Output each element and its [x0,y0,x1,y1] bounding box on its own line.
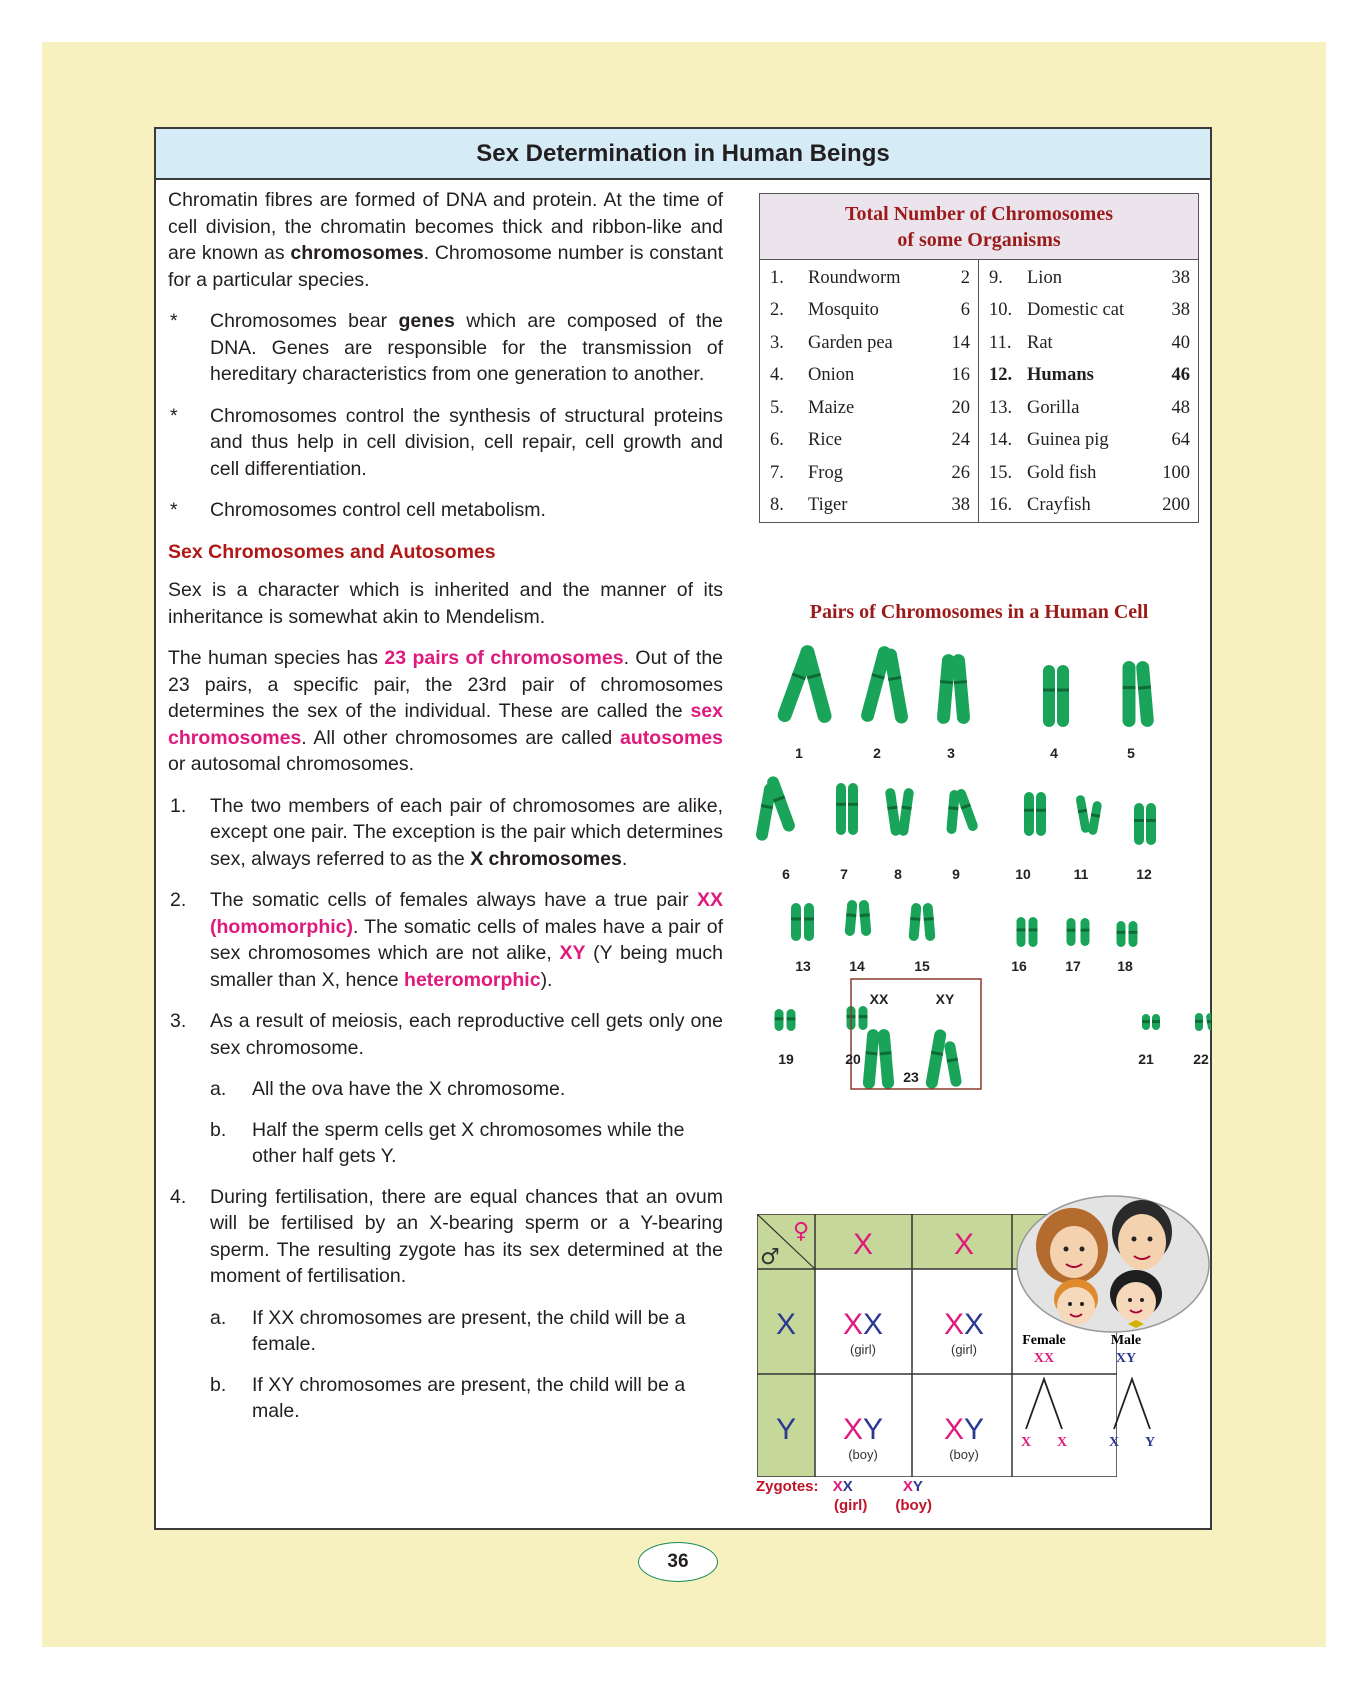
table-row [760,327,978,360]
table-row [979,392,1198,425]
xy-label: XY [935,991,955,1007]
chromosome-shape [1146,803,1156,845]
row-number: 16. [989,495,1013,516]
chromosome-shape [1067,918,1076,946]
row-number: 10. [989,300,1013,321]
chromosome-shape [1017,917,1026,947]
female-symbol-icon: ♀ [792,1219,810,1244]
table-row [979,490,1198,523]
page-number: 36 [638,1542,718,1582]
chromosome-shape [1142,1014,1150,1030]
row-number: 1. [770,267,784,288]
chromosome-shape [799,644,833,725]
section-paragraph-1: Sex is a character which is inherited and the manner of its inheritance is somewhat akin to Mendelism. [168,579,723,628]
gamete-label: X [1056,1435,1068,1450]
chromosome-number-label: 15 [914,958,930,974]
chromosome-shape [898,788,915,837]
zygote-genotype: XY [842,1413,884,1446]
sperm-x: X [775,1308,797,1341]
row-number: 5. [770,397,784,418]
chromosome-number-label: 13 [795,958,811,974]
numbered-item-1: 1. The two members of each pair of chromosomes are alike, except one pair. The exception is the pair which determines sex, always referred to as the X chromosomes. [170,794,723,870]
table-row [979,262,1198,295]
row-number: 2. [770,300,784,321]
chromosome-shape [1195,1013,1203,1031]
organism-name: Frog [808,462,843,483]
ovum-x-1: X [852,1228,874,1261]
bullet-proteins: * Chromosomes control the synthesis of structural proteins and thus help in cell division, cell repair, cell growth and cell differentiation. [170,404,723,480]
male-symbol-icon: ♂ [760,1245,780,1270]
chromosome-number-label: 18 [1117,958,1133,974]
chromosome-shape [944,1040,963,1087]
zygote-genotype: XX [943,1308,985,1341]
table-row [979,295,1198,328]
zygote-label: (boy) [848,1447,878,1462]
organism-name: Gorilla [1027,397,1080,418]
ovum-x-2: X [953,1228,975,1261]
chromosome-shape [1117,921,1126,947]
gamete-label: X [1108,1435,1120,1450]
chromosome-shape [787,1009,796,1031]
zygotes-summary: Zygotes: XX XY (girl) (boy) [756,1478,932,1514]
chromosome-number-label: 22 [1193,1051,1209,1067]
gamete-label: X [1020,1435,1032,1450]
numbered-item-2: 2. The somatic cells of females always have a true pair XX (homomorphic). The somatic cells of males have a pair of sex chromosomes which are not alike, XY (Y being much smaller than X, hence heteromorphic). [170,889,723,991]
chromosome-shape [883,647,909,724]
row-number: 3. [770,332,784,353]
chromosome-number-label: 7 [840,866,848,882]
organism-name: Crayfish [1027,495,1091,516]
chromosome-shape [1057,665,1069,727]
chromosome-number-label: 11 [1073,866,1089,882]
family-illustration [1014,1194,1212,1494]
chromosome-shape [1036,792,1046,836]
chromosome-number-label: 14 [849,958,865,974]
table-column-left [760,260,979,522]
chromosome-shape [862,1029,879,1090]
chromosome-count: 40 [1171,332,1190,353]
table-row [979,360,1198,393]
chromosome-shape [848,783,858,835]
chromosome-number-label: 5 [1127,745,1135,761]
chromosome-number-label: 17 [1065,958,1081,974]
chromosome-count: 26 [951,462,970,483]
chromosome-number-label: 12 [1136,866,1152,882]
table-row [760,425,978,458]
chromosome-number-label: 2 [873,745,881,761]
sub-item-4b: b. If XY chromosomes are present, the child will be a male. [210,1373,686,1422]
chromosome-count: 100 [1162,462,1190,483]
mother-icon [1036,1208,1108,1284]
row-number: 8. [770,495,784,516]
chromosome-shape [1043,665,1055,727]
chromosome-number-label: 10 [1015,866,1031,882]
chromosome-shape [858,900,871,937]
table-row [760,490,978,523]
row-number: 12. [989,365,1013,386]
section-heading: Sex Chromosomes and Autosomes [168,540,496,563]
chromosome-number-label: 1 [795,745,803,761]
zygote-label: (boy) [949,1447,979,1462]
row-number: 7. [770,462,784,483]
male-pair: XY [1115,1351,1137,1366]
text-column [168,187,723,1439]
row-number: 11. [989,332,1012,353]
chromosome-shape [877,1029,894,1090]
chromosome-shape [1029,917,1038,947]
row-number: 13. [989,397,1013,418]
chromosome-shape [955,788,979,833]
chromosome-number-label: 19 [778,1051,794,1067]
chromosome-number-label: 9 [952,866,960,882]
sub-item-3a: a. All the ova have the X chromosome. [210,1078,566,1100]
sub-item-3b: b. Half the sperm cells get X chromosomes while the other half gets Y. [210,1118,685,1167]
organism-name: Rat [1027,332,1053,353]
table-row [979,425,1198,458]
sub-item-4a: a. If XX chromosomes are present, the child will be a female. [210,1306,686,1355]
zygote-genotype: XX [842,1308,884,1341]
chromosome-count: 20 [951,397,970,418]
row-number: 9. [989,267,1003,288]
table-row [760,360,978,393]
chromosome-shape [804,903,814,941]
chromosome-count: 48 [1171,397,1190,418]
zygote-label: (girl) [951,1342,977,1357]
chromosome-shape [1136,661,1155,728]
gamete-label: Y [1144,1435,1156,1450]
zygote-label: (girl) [850,1342,876,1357]
chromosome-shape [859,1006,868,1030]
pair-23-label: 23 [903,1069,919,1085]
chromosome-count: 6 [960,300,970,321]
xx-label: XX [869,991,889,1007]
chromosome-shape [1129,921,1138,947]
chromosome-shape [1123,661,1136,727]
chromosome-shape [1081,918,1090,946]
chromosome-number-label: 3 [947,745,955,761]
chromosome-shape [1075,795,1090,834]
chromosome-number-label: 4 [1050,745,1058,761]
organism-name: Guinea pig [1027,430,1109,451]
chromosome-count: 38 [1171,300,1190,321]
chromosome-count: 64 [1171,430,1190,451]
chromosome-count: 200 [1162,495,1190,516]
chromosome-shape [1024,792,1034,836]
female-pair: XX [1033,1351,1055,1366]
chromosome-number-label: 8 [894,866,902,882]
chromosome-shape [836,783,846,835]
female-label: Female [1022,1333,1066,1348]
zygote-genotype: XY [943,1413,985,1446]
chromosome-shape [1134,803,1144,845]
row-number: 14. [989,430,1013,451]
table-row [760,262,978,295]
chromosome-count: 2 [960,267,970,288]
chromosome-shape [908,903,921,942]
chromosome-count-table [759,193,1199,523]
organism-name: Onion [808,365,855,386]
chromosome-shape [1088,800,1103,835]
row-number: 15. [989,462,1013,483]
chromosome-shape [775,1009,784,1031]
chromosome-count: 46 [1171,365,1190,386]
chromosome-count: 38 [951,495,970,516]
page-title: Sex Determination in Human Beings [156,129,1210,180]
bullet-genes: * Chromosomes bear genes which are composed of the DNA. Genes are responsible for the transmission of hereditary characteristics from one generation to another. [170,310,723,385]
table-title: Total Number of Chromosomes of some Organisms [760,194,1198,260]
chromosome-number-label: 21 [1138,1051,1154,1067]
chromosome-shape [925,1028,947,1089]
organism-name: Maize [808,397,855,418]
sperm-y: Y [775,1413,797,1446]
chromosome-shape [844,900,857,937]
table-row [979,457,1198,490]
chromosome-number-label: 20 [845,1051,861,1067]
organism-name: Humans [1027,365,1094,386]
chromosome-shape [791,903,801,941]
section-paragraph-2: The human species has 23 pairs of chromosomes. Out of the 23 pairs, a specific pair, the 23rd pair of chromosomes determines the sex of the individual. These are called the sex chromosomes. All other chromosomes are called autosomes or autosomal chromosomes. [168,647,724,775]
chromosome-shape [922,903,935,942]
row-number: 6. [770,430,784,451]
content-frame [154,127,1212,1530]
numbered-item-4: 4. During fertilisation, there are equal chances that an ovum will be fertilised by an X-bearing sperm or a Y-bearing sperm. The resulting zygote has its sex determined at the moment of fertilisation. [170,1185,723,1287]
organism-name: Gold fish [1027,462,1097,483]
organism-name: Tiger [808,495,848,516]
karyotype-figure [751,634,1211,1154]
table-row [760,392,978,425]
chromosome-count: 14 [951,332,970,353]
chromosome-count: 38 [1171,267,1190,288]
table-column-right [979,260,1198,522]
table-row [760,457,978,490]
organism-name: Rice [808,430,842,451]
karyotype-title: Pairs of Chromosomes in a Human Cell [809,601,1149,623]
chromosome-number-label: 6 [782,866,790,882]
chromosome-number-label: 16 [1011,958,1027,974]
chromosome-shape [951,654,970,725]
organism-name: Mosquito [808,300,879,321]
bullet-metabolism: * Chromosomes control cell metabolism. [170,499,546,521]
organism-name: Garden pea [808,332,893,353]
numbered-item-3: 3. As a result of meiosis, each reproductive cell gets only one sex chromosome. [170,1010,723,1059]
male-label: Male [1110,1333,1142,1348]
organism-name: Domestic cat [1027,300,1125,321]
chromosome-count: 16 [951,365,970,386]
organism-name: Roundworm [808,267,901,288]
row-number: 4. [770,365,784,386]
chromosome-count: 24 [951,430,970,451]
organism-name: Lion [1027,267,1062,288]
chromosome-shape [1205,1012,1211,1031]
table-row [760,295,978,328]
chromosome-shape [1152,1014,1160,1030]
intro-paragraph: Chromatin fibres are formed of DNA and protein. At the time of cell division, the chromatin becomes thick and ribbon-like and are known as chromosomes. Chromosome number is constant for a particular species. [168,189,723,291]
table-row [979,327,1198,360]
